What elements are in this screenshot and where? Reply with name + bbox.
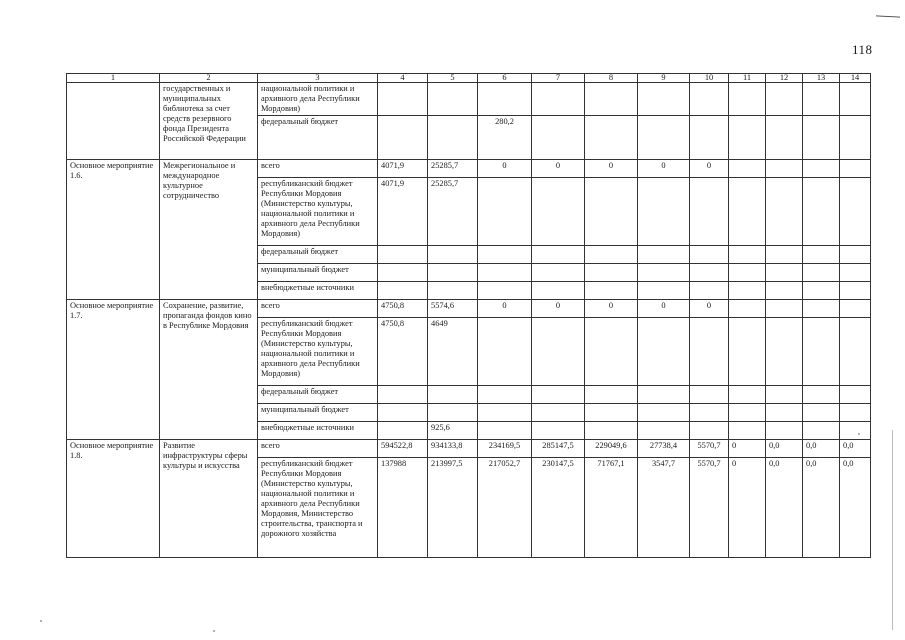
scan-speck: [858, 433, 860, 435]
amount-cell: [638, 318, 690, 386]
amount-cell: 0,0: [766, 458, 803, 558]
column-number: 13: [803, 74, 840, 83]
amount-cell: [690, 83, 729, 116]
amount-cell: [690, 246, 729, 264]
amount-cell: 0,0: [840, 440, 871, 458]
amount-cell: [840, 178, 871, 246]
amount-cell: [378, 282, 428, 300]
amount-cell: [766, 282, 803, 300]
amount-cell: 25285,7: [428, 178, 478, 246]
amount-cell: 234169,5: [478, 440, 532, 458]
amount-cell: 0: [729, 440, 766, 458]
amount-cell: [638, 422, 690, 440]
amount-cell: [585, 178, 638, 246]
amount-cell: [585, 246, 638, 264]
amount-cell: 5570,7: [690, 458, 729, 558]
amount-cell: [532, 282, 585, 300]
scan-speck: [213, 630, 215, 632]
amount-cell: 213997,5: [428, 458, 478, 558]
amount-cell: [532, 116, 585, 160]
amount-cell: [840, 282, 871, 300]
amount-cell: 0: [729, 458, 766, 558]
amount-cell: [532, 178, 585, 246]
funding-source-cell: муниципальный бюджет: [258, 264, 378, 282]
amount-cell: [766, 178, 803, 246]
funding-source-cell: всего: [258, 440, 378, 458]
amount-cell: [729, 116, 766, 160]
table-row: [67, 440, 871, 458]
column-number: 6: [478, 74, 532, 83]
amount-cell: [840, 404, 871, 422]
activity-name-cell: Развитие инфраструктуры сферы культуры и искусства: [160, 440, 258, 558]
amount-cell: [803, 160, 840, 178]
amount-cell: [428, 386, 478, 404]
funding-source-cell: национальной политики и архивного дела Республики Мордовия): [258, 83, 378, 116]
activity-name-cell: Межрегиональное и международное культурное сотрудничество: [160, 160, 258, 300]
amount-cell: [532, 318, 585, 386]
amount-cell: [729, 178, 766, 246]
amount-cell: [638, 282, 690, 300]
amount-cell: [638, 178, 690, 246]
amount-cell: [378, 246, 428, 264]
column-number: 8: [585, 74, 638, 83]
activity-code-cell: Основное мероприятие 1.7.: [67, 300, 160, 440]
funding-source-cell: республиканский бюджет Республики Мордовия (Министерство культуры, национальной политики и архивного дела Республики Мордовия): [258, 318, 378, 386]
amount-cell: 594522,8: [378, 440, 428, 458]
amount-cell: 0,0: [803, 440, 840, 458]
activity-code-cell: [67, 83, 160, 160]
amount-cell: 137988: [378, 458, 428, 558]
column-number: 14: [840, 74, 871, 83]
amount-cell: [803, 246, 840, 264]
amount-cell: [690, 282, 729, 300]
scan-mark: [876, 15, 900, 17]
column-number: 9: [638, 74, 690, 83]
amount-cell: [532, 246, 585, 264]
amount-cell: [378, 386, 428, 404]
amount-cell: 4649: [428, 318, 478, 386]
amount-cell: [428, 282, 478, 300]
amount-cell: [803, 318, 840, 386]
column-number: 7: [532, 74, 585, 83]
amount-cell: 229049,6: [585, 440, 638, 458]
amount-cell: [729, 83, 766, 116]
amount-cell: 280,2: [478, 116, 532, 160]
funding-source-cell: внебюджетные источники: [258, 422, 378, 440]
amount-cell: [428, 83, 478, 116]
page-number: 118: [852, 42, 873, 57]
amount-cell: [585, 404, 638, 422]
activity-name-cell: государственных и муниципальных библиотека за счет средств резервного фонда Президента Российской Федерации: [160, 83, 258, 160]
amount-cell: [585, 318, 638, 386]
amount-cell: 4071,9: [378, 160, 428, 178]
column-number: 3: [258, 74, 378, 83]
amount-cell: [478, 422, 532, 440]
amount-cell: 285147,5: [532, 440, 585, 458]
funding-source-cell: республиканский бюджет Республики Мордовия (Министерство культуры, национальной политики и архивного дела Республики Мордовия): [258, 178, 378, 246]
amount-cell: [729, 386, 766, 404]
amount-cell: [532, 264, 585, 282]
column-number: 4: [378, 74, 428, 83]
amount-cell: 0: [478, 160, 532, 178]
amount-cell: [766, 246, 803, 264]
amount-cell: [729, 160, 766, 178]
amount-cell: [766, 404, 803, 422]
amount-cell: 5570,7: [690, 440, 729, 458]
amount-cell: [840, 116, 871, 160]
amount-cell: [428, 246, 478, 264]
scan-edge-line: [892, 430, 893, 630]
amount-cell: [585, 116, 638, 160]
funding-source-cell: федеральный бюджет: [258, 386, 378, 404]
amount-cell: [803, 404, 840, 422]
amount-cell: [803, 116, 840, 160]
amount-cell: 0: [638, 300, 690, 318]
amount-cell: [840, 83, 871, 116]
funding-source-cell: муниципальный бюджет: [258, 404, 378, 422]
amount-cell: [766, 300, 803, 318]
amount-cell: 0,0: [803, 458, 840, 558]
amount-cell: [478, 386, 532, 404]
amount-cell: [803, 178, 840, 246]
amount-cell: [532, 404, 585, 422]
amount-cell: 5574,6: [428, 300, 478, 318]
amount-cell: [585, 264, 638, 282]
amount-cell: [532, 422, 585, 440]
amount-cell: [803, 264, 840, 282]
amount-cell: [729, 300, 766, 318]
amount-cell: [378, 404, 428, 422]
amount-cell: 0,0: [840, 458, 871, 558]
amount-cell: 0: [690, 160, 729, 178]
amount-cell: 925,6: [428, 422, 478, 440]
amount-cell: [803, 83, 840, 116]
funding-source-cell: внебюджетные источники: [258, 282, 378, 300]
activity-code-cell: Основное мероприятие 1.6.: [67, 160, 160, 300]
amount-cell: 4750,8: [378, 318, 428, 386]
column-number: 12: [766, 74, 803, 83]
table-row: [67, 160, 871, 178]
table-row: [67, 83, 871, 116]
activity-code-cell: Основное мероприятие 1.8.: [67, 440, 160, 558]
funding-source-cell: всего: [258, 160, 378, 178]
amount-cell: 0: [585, 160, 638, 178]
amount-cell: [478, 264, 532, 282]
funding-source-cell: федеральный бюджет: [258, 246, 378, 264]
amount-cell: [478, 318, 532, 386]
amount-cell: [803, 300, 840, 318]
amount-cell: [378, 264, 428, 282]
amount-cell: [638, 83, 690, 116]
amount-cell: [638, 116, 690, 160]
column-number: 2: [160, 74, 258, 83]
column-number: 10: [690, 74, 729, 83]
amount-cell: [378, 422, 428, 440]
funding-source-cell: федеральный бюджет: [258, 116, 378, 160]
amount-cell: [840, 386, 871, 404]
amount-cell: [690, 318, 729, 386]
amount-cell: 0: [690, 300, 729, 318]
amount-cell: [478, 178, 532, 246]
amount-cell: [638, 386, 690, 404]
amount-cell: [690, 422, 729, 440]
scan-speck: [40, 620, 42, 622]
amount-cell: [729, 404, 766, 422]
amount-cell: [638, 404, 690, 422]
amount-cell: 0: [532, 160, 585, 178]
amount-cell: [690, 116, 729, 160]
amount-cell: [766, 386, 803, 404]
amount-cell: [478, 282, 532, 300]
amount-cell: [585, 282, 638, 300]
amount-cell: 0: [638, 160, 690, 178]
amount-cell: [378, 83, 428, 116]
amount-cell: [729, 318, 766, 386]
amount-cell: 0: [532, 300, 585, 318]
amount-cell: [585, 83, 638, 116]
amount-cell: 0: [478, 300, 532, 318]
amount-cell: [428, 404, 478, 422]
budget-table: [66, 73, 871, 558]
amount-cell: 230147,5: [532, 458, 585, 558]
amount-cell: [690, 404, 729, 422]
amount-cell: 934133,8: [428, 440, 478, 458]
amount-cell: [766, 160, 803, 178]
amount-cell: [729, 422, 766, 440]
amount-cell: [585, 386, 638, 404]
amount-cell: 0: [585, 300, 638, 318]
amount-cell: [638, 264, 690, 282]
amount-cell: 25285,7: [428, 160, 478, 178]
amount-cell: [690, 386, 729, 404]
amount-cell: [766, 422, 803, 440]
amount-cell: 4071,9: [378, 178, 428, 246]
amount-cell: [690, 264, 729, 282]
amount-cell: [478, 404, 532, 422]
column-number-row: [67, 74, 871, 83]
amount-cell: 4750,8: [378, 300, 428, 318]
amount-cell: [766, 264, 803, 282]
amount-cell: [729, 246, 766, 264]
amount-cell: [532, 386, 585, 404]
amount-cell: [840, 422, 871, 440]
amount-cell: 3547,7: [638, 458, 690, 558]
amount-cell: [729, 264, 766, 282]
funding-source-cell: республиканский бюджет Республики Мордовия (Министерство культуры, национальной политики и архивного дела Республики Мордовия, Министерство строительства, транспорта и дорожного хозяйства: [258, 458, 378, 558]
amount-cell: [766, 83, 803, 116]
amount-cell: [532, 83, 585, 116]
amount-cell: 217052,7: [478, 458, 532, 558]
amount-cell: [803, 422, 840, 440]
amount-cell: [478, 246, 532, 264]
amount-cell: [585, 422, 638, 440]
column-number: 1: [67, 74, 160, 83]
amount-cell: [840, 160, 871, 178]
amount-cell: [803, 282, 840, 300]
amount-cell: [840, 318, 871, 386]
table-row: [67, 300, 871, 318]
amount-cell: [378, 116, 428, 160]
amount-cell: [690, 178, 729, 246]
amount-cell: [840, 246, 871, 264]
activity-name-cell: Сохранение, развитие, пропаганда фондов кино в Республике Мордовия: [160, 300, 258, 440]
amount-cell: 27738,4: [638, 440, 690, 458]
amount-cell: [729, 282, 766, 300]
amount-cell: 71767,1: [585, 458, 638, 558]
amount-cell: [766, 318, 803, 386]
amount-cell: [478, 83, 532, 116]
amount-cell: [803, 386, 840, 404]
column-number: 11: [729, 74, 766, 83]
amount-cell: 0,0: [766, 440, 803, 458]
amount-cell: [840, 300, 871, 318]
amount-cell: [638, 246, 690, 264]
amount-cell: [428, 264, 478, 282]
column-number: 5: [428, 74, 478, 83]
amount-cell: [428, 116, 478, 160]
amount-cell: [766, 116, 803, 160]
funding-source-cell: всего: [258, 300, 378, 318]
amount-cell: [840, 264, 871, 282]
